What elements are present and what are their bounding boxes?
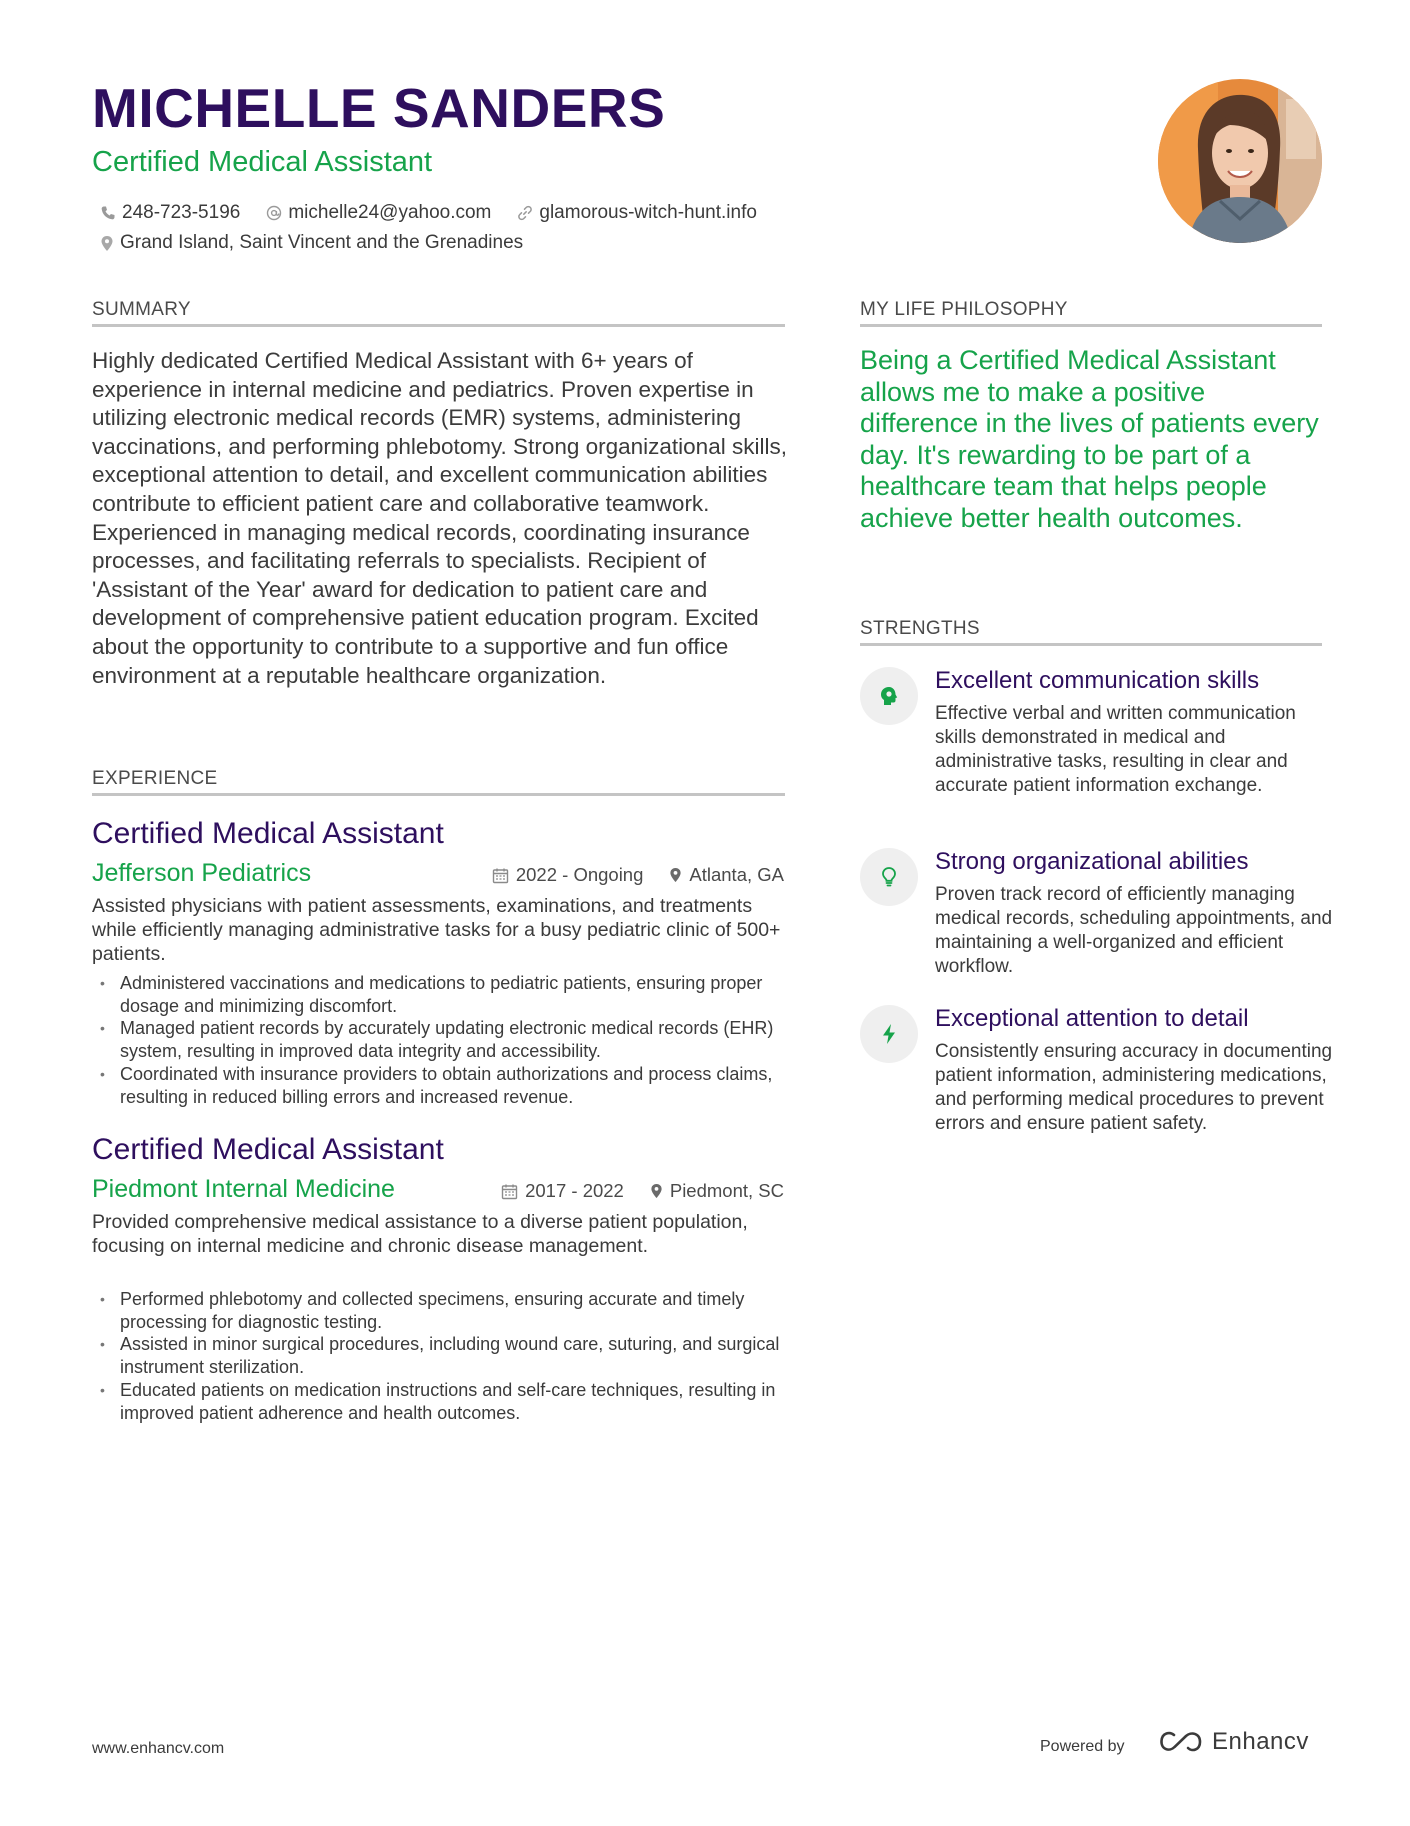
philosophy-text: Being a Certified Medical Assistant allows me to make a positive difference in the lives of patients every day. It's rewarding to be part of a healthcare team that helps people achieve better health outcomes. <box>860 345 1319 533</box>
job-location-text: Atlanta, GA <box>689 864 784 885</box>
link-icon <box>517 205 533 221</box>
lightbulb-icon <box>879 866 899 888</box>
candidate-name: MICHELLE SANDERS <box>92 77 666 139</box>
summary-divider <box>92 324 785 327</box>
email-text: michelle24@yahoo.com <box>288 202 492 223</box>
contact-website <box>517 202 757 224</box>
enhancv-logo-icon <box>1158 1730 1204 1754</box>
job-location <box>650 1180 784 1202</box>
list-item: • Administered vaccinations and medications to pediatric patients, ensuring proper dosage and minimizing discomfort. <box>92 972 792 1017</box>
job-meta <box>475 1180 784 1202</box>
phone-icon <box>100 205 116 221</box>
location-pin-icon <box>669 867 682 883</box>
website-text: glamorous-witch-hunt.info <box>539 202 757 223</box>
job-location-text: Piedmont, SC <box>669 1180 784 1201</box>
job-location <box>669 864 784 886</box>
strength-description: Effective verbal and written communication skills demonstrated in medical and administrative tasks, resulting in clear and accurate patient information exchange. <box>935 703 1296 796</box>
strength-title: Strong organizational abilities <box>935 848 1249 875</box>
location-text: Grand Island, Saint Vincent and the Grenadines <box>120 232 524 253</box>
list-item: • Coordinated with insurance providers to obtain authorizations and process claims, resulting in reduced billing errors and increased revenue. <box>92 1063 792 1108</box>
job-meta <box>466 864 784 886</box>
contact-location <box>100 232 523 254</box>
job-title: Certified Medical Assistant <box>92 1133 444 1166</box>
contact-row <box>100 228 860 258</box>
candidate-role: Certified Medical Assistant <box>92 146 433 178</box>
job-description: Provided comprehensive medical assistance to a diverse patient population, focusing on internal medicine and chronic disease management. <box>92 1211 748 1257</box>
job-description: Assisted physicians with patient assessments, examinations, and treatments while efficiently managing administrative tasks for a busy pediatric clinic of 500+ patients. <box>92 895 781 965</box>
job-company: Jefferson Pediatrics <box>92 859 312 887</box>
list-item: • Performed phlebotomy and collected specimens, ensuring accurate and timely processing for diagnostic testing. <box>92 1288 792 1333</box>
at-icon <box>266 205 282 221</box>
job-company: Piedmont Internal Medicine <box>92 1175 395 1203</box>
strength-description: Proven track record of efficiently managing medical records, scheduling appointments, and maintaining a well-organized and efficient workflow. <box>935 884 1333 977</box>
strengths-heading: STRENGTHS <box>860 618 980 639</box>
list-item: • Managed patient records by accurately updating electronic medical records (EHR) system, resulting in improved data integrity and accessibility. <box>92 1017 792 1062</box>
list-item: • Educated patients on medication instructions and self-care techniques, resulting in improved patient adherence and health outcomes. <box>92 1379 792 1424</box>
head-icon <box>878 685 900 707</box>
strength-title: Exceptional attention to detail <box>935 1005 1249 1032</box>
contact-info <box>100 198 860 258</box>
summary-text: Highly dedicated Certified Medical Assistant with 6+ years of experience in internal medicine and pediatrics. Proven expertise in utilizing electronic medical records (EMR) systems, administering vaccinations, and performing phlebotomy. Strong organizational skills, exceptional attention to detail, and excellent communication abilities contribute to efficient patient care and collaborative teamwork. Experienced in managing medical records, coordinating insurance processes, and facilitating referrals to specialists. Recipient of 'Assistant of the Year' award for dedication to patient care and development of comprehensive patient education program. Excited about the opportunity to contribute to a supportive and fun office environment at a reputable healthcare organization. <box>92 348 787 688</box>
enhancv-logo[interactable] <box>1158 1728 1309 1756</box>
list-item: • Assisted in minor surgical procedures, including wound care, suturing, and surgical instrument sterilization. <box>92 1333 792 1378</box>
footer-powered-by: Powered by <box>1040 1738 1125 1755</box>
job-dates-text: 2022 - Ongoing <box>515 864 644 885</box>
job-dates <box>492 864 644 886</box>
contact-row <box>100 198 860 228</box>
enhancv-brand: Enhancv <box>1212 1728 1309 1755</box>
summary-heading: SUMMARY <box>92 299 191 320</box>
phone-text: 248-723-5196 <box>122 202 241 223</box>
experience-heading: EXPERIENCE <box>92 768 218 789</box>
experience-divider <box>92 793 785 796</box>
job-bullets <box>92 1288 792 1424</box>
location-pin-icon <box>100 235 114 252</box>
contact-phone <box>100 202 240 224</box>
philosophy-divider <box>860 324 1322 327</box>
lightning-icon <box>881 1023 897 1045</box>
profile-photo <box>1158 79 1322 243</box>
strength-icon-wrapper <box>860 667 918 725</box>
contact-email <box>266 202 491 224</box>
calendar-icon <box>501 1183 518 1200</box>
job-title: Certified Medical Assistant <box>92 817 444 850</box>
job-dates-text: 2017 - 2022 <box>525 1180 624 1201</box>
philosophy-heading: MY LIFE PHILOSOPHY <box>860 299 1068 320</box>
strength-description: Consistently ensuring accuracy in documenting patient information, administering medications, and performing medical procedures to prevent errors and ensure patient safety. <box>935 1041 1333 1134</box>
strength-title: Excellent communication skills <box>935 667 1260 694</box>
strength-icon-wrapper <box>860 1005 918 1063</box>
job-bullets <box>92 972 792 1108</box>
strengths-divider <box>860 643 1322 646</box>
job-dates <box>501 1180 624 1202</box>
footer-url[interactable]: www.enhancv.com <box>92 1740 225 1757</box>
location-pin-icon <box>650 1183 663 1199</box>
calendar-icon <box>492 867 509 884</box>
strength-icon-wrapper <box>860 848 918 906</box>
